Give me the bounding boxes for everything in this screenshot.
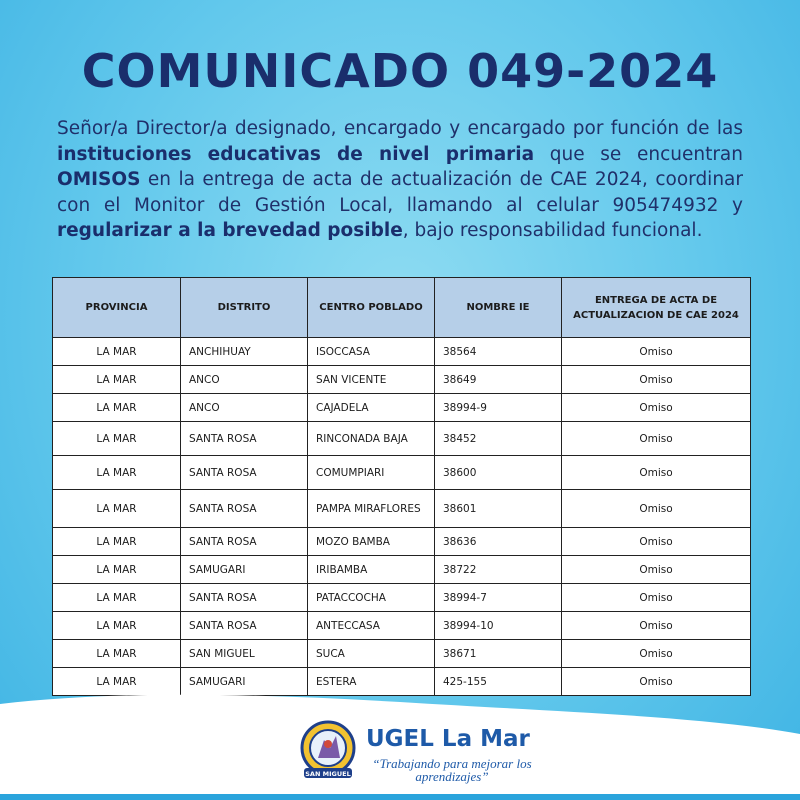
omisos-table-container xyxy=(52,277,750,696)
cell-provincia: LA MAR xyxy=(53,668,181,696)
cell-nombre-ie: 38452 xyxy=(435,422,562,456)
notice-part: , bajo responsabilidad funcional. xyxy=(402,220,703,241)
table-row xyxy=(53,584,751,612)
column-header-distrito: DISTRITO xyxy=(181,278,308,338)
table-row xyxy=(53,612,751,640)
cell-centro-poblado: PATACCOCHA xyxy=(308,584,435,612)
table-row xyxy=(53,394,751,422)
cell-nombre-ie: 38994-10 xyxy=(435,612,562,640)
cell-distrito: SAMUGARI xyxy=(181,556,308,584)
cell-estado: Omiso xyxy=(562,422,751,456)
cell-nombre-ie: 38994-9 xyxy=(435,394,562,422)
cell-centro-poblado: CAJADELA xyxy=(308,394,435,422)
cell-estado: Omiso xyxy=(562,584,751,612)
cell-provincia: LA MAR xyxy=(53,640,181,668)
cell-nombre-ie: 38564 xyxy=(435,338,562,366)
cell-distrito: SANTA ROSA xyxy=(181,528,308,556)
brand-tagline: “Trabajando para mejorar los aprendizajes” xyxy=(372,756,532,784)
cell-nombre-ie: 425-155 xyxy=(435,668,562,696)
omisos-table xyxy=(52,277,751,696)
table-row xyxy=(53,338,751,366)
cell-distrito: SANTA ROSA xyxy=(181,456,308,490)
cell-centro-poblado: SUCA xyxy=(308,640,435,668)
cell-distrito: ANCO xyxy=(181,366,308,394)
column-header-centro-poblado: CENTRO POBLADO xyxy=(308,278,435,338)
cell-estado: Omiso xyxy=(562,668,751,696)
logo-text: SAN MIGUEL xyxy=(305,770,351,778)
column-header-nombre-ie: NOMBRE IE xyxy=(435,278,562,338)
cell-provincia: LA MAR xyxy=(53,338,181,366)
page-title: COMUNICADO 049-2024 xyxy=(81,44,719,98)
cell-estado: Omiso xyxy=(562,528,751,556)
notice-part: que se encuentran xyxy=(534,143,743,165)
cell-nombre-ie: 38671 xyxy=(435,640,562,668)
column-header-provincia: PROVINCIA xyxy=(53,278,181,338)
cell-distrito: SANTA ROSA xyxy=(181,490,308,528)
cell-estado: Omiso xyxy=(562,556,751,584)
cell-centro-poblado: SAN VICENTE xyxy=(308,366,435,394)
cell-nombre-ie: 38600 xyxy=(435,456,562,490)
table-row xyxy=(53,556,751,584)
cell-provincia: LA MAR xyxy=(53,394,181,422)
cell-distrito: SAN MIGUEL xyxy=(181,640,308,668)
cell-centro-poblado: ISOCCASA xyxy=(308,338,435,366)
cell-centro-poblado: IRIBAMBA xyxy=(308,556,435,584)
cell-nombre-ie: 38601 xyxy=(435,490,562,528)
table-row xyxy=(53,366,751,394)
cell-provincia: LA MAR xyxy=(53,366,181,394)
ugel-logo-icon xyxy=(296,718,360,782)
brand-name: UGEL La Mar xyxy=(366,726,530,752)
notice-part: Señor/a Director/a designado, encargado y encargado por función de las xyxy=(57,118,743,139)
cell-distrito: ANCO xyxy=(181,394,308,422)
cell-provincia: LA MAR xyxy=(53,528,181,556)
cell-estado: Omiso xyxy=(562,366,751,394)
cell-provincia: LA MAR xyxy=(53,456,181,490)
cell-estado: Omiso xyxy=(562,394,751,422)
cell-estado: Omiso xyxy=(562,456,751,490)
cell-centro-poblado: PAMPA MIRAFLORES xyxy=(308,490,435,528)
cell-estado: Omiso xyxy=(562,338,751,366)
table-header-row xyxy=(53,278,751,338)
cell-nombre-ie: 38649 xyxy=(435,366,562,394)
cell-centro-poblado: COMUMPIARI xyxy=(308,456,435,490)
cell-provincia: LA MAR xyxy=(53,422,181,456)
table-row xyxy=(53,456,751,490)
column-header-entrega-acta: ENTREGA DE ACTA DE ACTUALIZACION DE CAE 2024 xyxy=(562,278,751,338)
cell-distrito: SAMUGARI xyxy=(181,668,308,696)
cell-centro-poblado: MOZO BAMBA xyxy=(308,528,435,556)
bottom-bar xyxy=(0,794,800,800)
table-row xyxy=(53,640,751,668)
cell-centro-poblado: ANTECCASA xyxy=(308,612,435,640)
cell-provincia: LA MAR xyxy=(53,612,181,640)
notice-part: en la entrega de acta de actualización de CAE 2024, coordinar con el Monitor de Gestión Local, llamando al celular 905474932 y xyxy=(57,169,743,216)
cell-distrito: SANTA ROSA xyxy=(181,584,308,612)
table-row xyxy=(53,422,751,456)
cell-distrito: SANTA ROSA xyxy=(181,422,308,456)
cell-estado: Omiso xyxy=(562,490,751,528)
cell-nombre-ie: 38636 xyxy=(435,528,562,556)
cell-nombre-ie: 38722 xyxy=(435,556,562,584)
table-row xyxy=(53,490,751,528)
notice-emphasis: regularizar a la brevedad posible xyxy=(57,220,403,241)
notice-emphasis: OMISOS xyxy=(57,169,141,190)
cell-estado: Omiso xyxy=(562,612,751,640)
cell-centro-poblado: ESTERA xyxy=(308,668,435,696)
cell-provincia: LA MAR xyxy=(53,584,181,612)
cell-centro-poblado: RINCONADA BAJA xyxy=(308,422,435,456)
cell-provincia: LA MAR xyxy=(53,490,181,528)
notice-emphasis: instituciones educativas de nivel primaria xyxy=(57,143,535,165)
notice-text xyxy=(57,116,743,244)
cell-estado: Omiso xyxy=(562,640,751,668)
cell-distrito: SANTA ROSA xyxy=(181,612,308,640)
table-row xyxy=(53,528,751,556)
cell-provincia: LA MAR xyxy=(53,556,181,584)
cell-distrito: ANCHIHUAY xyxy=(181,338,308,366)
cell-nombre-ie: 38994-7 xyxy=(435,584,562,612)
